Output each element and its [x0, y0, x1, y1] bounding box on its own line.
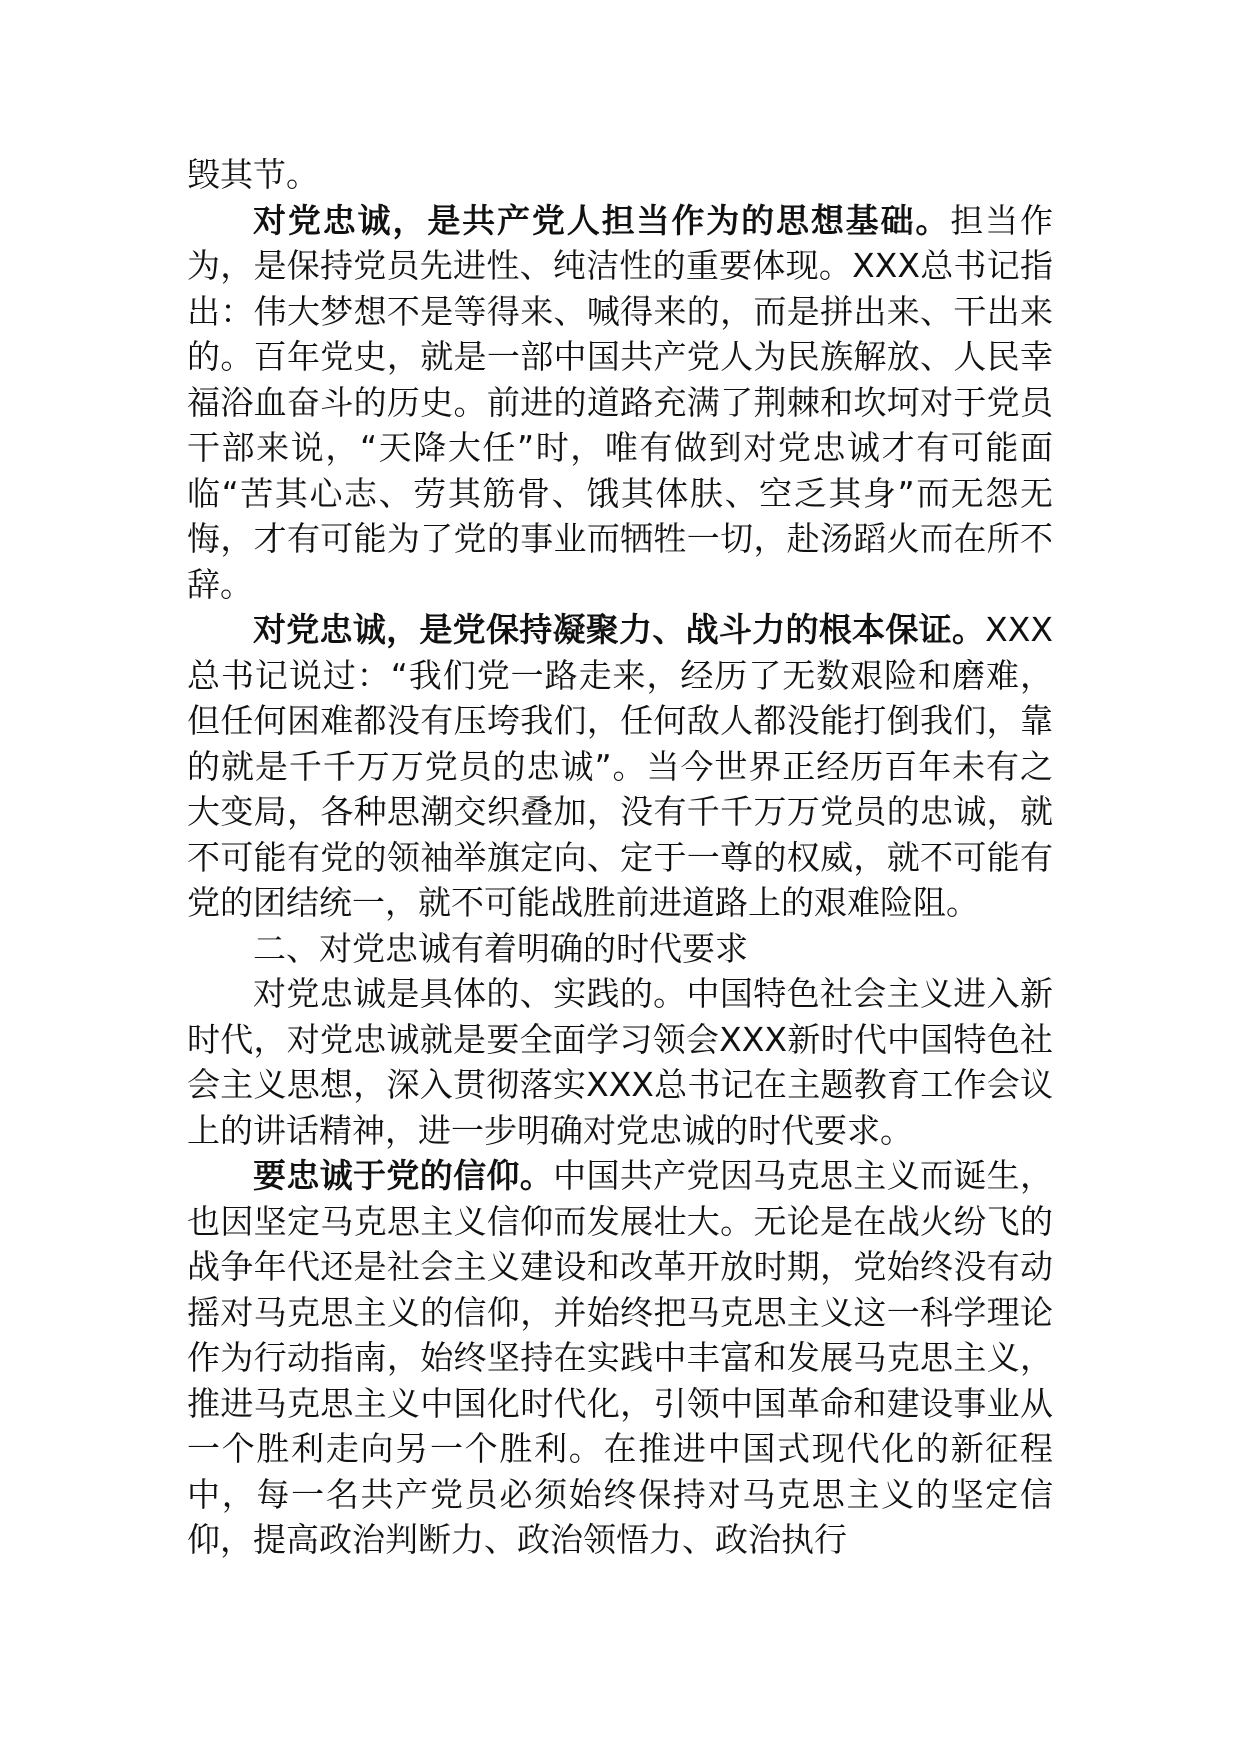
paragraph-text: XXX总书记说过：“我们党一路走来，经历了无数艰险和磨难，但任何困难都没有压垮我们，任何敌人都没能打倒我们，靠的就是千千万万党员的忠诚”。当今世界正经历百年未有之大变局，各种思潮交织叠加，没有千千万万党员的忠诚，就不可能有党的领袖举旗定向、定于一尊的权威，就不可能有党的团结统一，就不可能战胜前进道路上的艰难险阻。 — [187, 610, 1053, 922]
section-heading-text: 二、对党忠诚有着明确的时代要求 — [253, 928, 748, 968]
section-heading — [187, 926, 1053, 972]
paragraph-loyalty-foundation — [187, 198, 1053, 608]
paragraph-text: 毁其节。 — [187, 155, 319, 194]
paragraph-text: 对党忠诚是具体的、实践的。中国特色社会主义进入新时代，对党忠诚就是要全面学习领会XXX新时代中国特色社会主义思想，深入贯彻落实XXX总书记在主题教育工作会议上的讲话精神，进一步明确对党忠诚的时代要求。 — [187, 974, 1053, 1150]
paragraph-text: 担当作为，是保持党员先进性、纯洁性的重要体现。XXX总书记指出：伟大梦想不是等得来、喊得来的，而是拼出来、干出来的。百年党史，就是一部中国共产党人为民族解放、人民幸福浴血奋斗的历史。前进的道路充满了荆棘和坎坷对于党员干部来说，“天降大任”时，唯有做到对党忠诚才有可能面临“苦其心志、劳其筋骨、饿其体肤、空乏其身”而无怨无悔，才有可能为了党的事业而牺牲一切，赴汤蹈火而在所不辞。 — [187, 200, 1054, 604]
paragraph-lead: 要忠诚于党的信仰。 — [253, 1156, 554, 1195]
paragraph-loyalty-belief — [187, 1153, 1053, 1563]
paragraph-lead: 对党忠诚，是党保持凝聚力、战斗力的根本保证。 — [253, 610, 986, 649]
paragraph-lead: 对党忠诚，是共产党人担当作为的思想基础。 — [253, 200, 951, 240]
body-text — [187, 152, 1053, 1563]
paragraph-era-requirement — [187, 971, 1053, 1153]
paragraph-continuation — [187, 152, 1053, 198]
paragraph-loyalty-guarantee — [187, 607, 1053, 926]
paragraph-text: 中国共产党因马克思主义而诞生，也因坚定马克思主义信仰而发展壮大。无论是在战火纷飞的战争年代还是社会主义建设和改革开放时期，党始终没有动摇对马克思主义的信仰，并始终把马克思主义这一科学理论作为行动指南，始终坚持在实践中丰富和发展马克思主义，推进马克思主义中国化时代化，引领中国革命和建设事业从一个胜利走向另一个胜利。在推进中国式现代化的新征程中，每一名共产党员必须始终保持对马克思主义的坚定信仰，提高政治判断力、政治领悟力、政治执行 — [187, 1156, 1054, 1559]
